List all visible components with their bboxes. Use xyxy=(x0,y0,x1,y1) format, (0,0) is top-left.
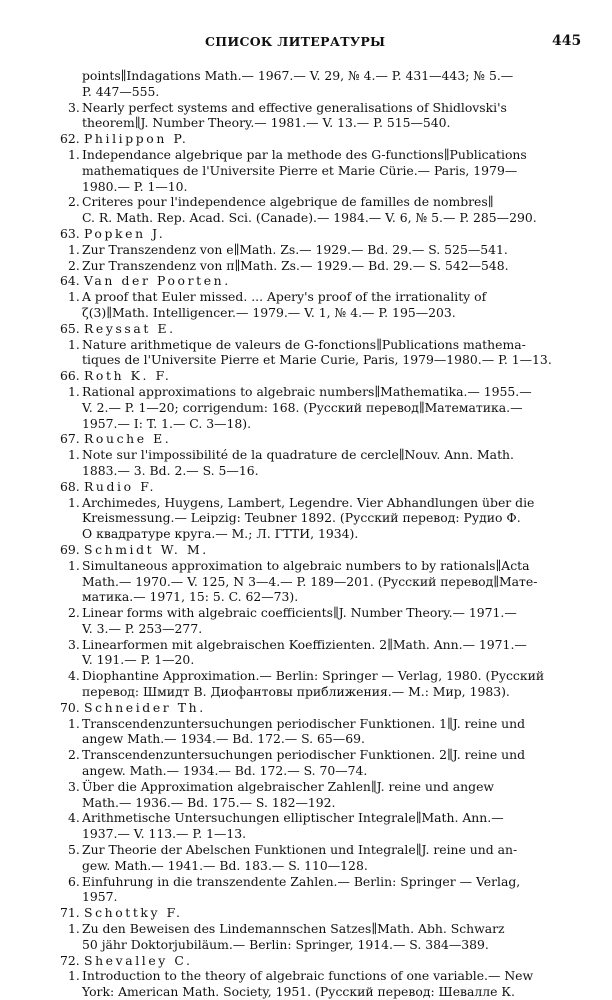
entry-number: 65. xyxy=(60,320,80,336)
entry-number: 66. xyxy=(60,368,80,384)
author-name: Schottky F. xyxy=(84,905,183,921)
entry-number: 70. xyxy=(60,699,80,715)
reference-item xyxy=(60,147,580,163)
reference-item xyxy=(60,194,580,210)
reference-text: Zur Transzendenz von π∥Math. Zs.— 1929.— Bd. 29.— S. 542—548. xyxy=(82,257,509,273)
entry-number: 71. xyxy=(60,905,80,921)
reference-number: 2. xyxy=(68,257,80,273)
reference-text: Zu den Beweisen des Lindemannschen Satzes∥Math. Abh. Schwarz xyxy=(82,921,505,937)
reference-item xyxy=(60,495,580,511)
reference-item xyxy=(60,747,580,763)
reference-text: Archimedes, Huygens, Lambert, Legendre. Vier Abhandlungen über die xyxy=(82,494,535,510)
reference-continuation: tiques de l'Universite Pierre et Marie Curie, Paris, 1979—1980.— P. 1—13. xyxy=(82,352,552,368)
reference-item xyxy=(60,447,580,463)
reference-continuation: Math.— 1970.— V. 125, N 3—4.— P. 189—201. (Русский перевод∥Мате- xyxy=(82,573,538,589)
reference-number: 4. xyxy=(68,668,80,684)
reference-item xyxy=(60,605,580,621)
reference-continuation: V. 3.— P. 253—277. xyxy=(82,620,203,636)
reference-continuation: Kreismessung.— Leipzig: Teubner 1892. (Русский перевод: Рудио Ф. xyxy=(82,510,521,526)
reference-continuation: перевод: Шмидт В. Диофантовы приближения.— М.: Мир, 1983). xyxy=(82,684,510,700)
reference-text: Rational approximations to algebraic numbers∥Mathematika.— 1955.— xyxy=(82,383,532,399)
author-name: Schmidt W. M. xyxy=(84,541,209,557)
reference-number: 1. xyxy=(68,715,80,731)
reference-text: Transcendenzuntersuchungen periodischer Funktionen. 2∥J. reine und xyxy=(82,747,526,763)
bibliography-entry-author xyxy=(60,321,580,337)
reference-item xyxy=(60,384,580,400)
bibliography-entry-author xyxy=(60,131,580,147)
author-name: Philippon P. xyxy=(84,131,189,147)
reference-text: Zur Transzendenz von e∥Math. Zs.— 1929.— Bd. 29.— S. 525—541. xyxy=(82,241,508,257)
entry-number: 62. xyxy=(60,131,80,147)
reference-continuation: ζ(3)∥Math. Intelligencer.— 1979.— V. 1, № 4.— P. 195—203. xyxy=(82,304,456,320)
reference-number: 1. xyxy=(68,383,80,399)
bibliography-entry-author xyxy=(60,905,580,921)
reference-number: 3. xyxy=(68,99,80,115)
reference-text: Criteres pour l'independence algebrique de familles de nombres∥ xyxy=(82,194,494,210)
reference-text: Arithmetische Untersuchungen elliptischer Integrale∥Math. Ann.— xyxy=(82,810,504,826)
reference-item xyxy=(60,337,580,353)
reference-item xyxy=(60,558,580,574)
author-name: Van der Poorten. xyxy=(84,273,231,289)
reference-number: 1. xyxy=(68,289,80,305)
reference-text: Introduction to the theory of algebraic functions of one variable.— New xyxy=(82,968,534,984)
bibliography-list xyxy=(60,68,580,1000)
reference-number: 5. xyxy=(68,842,80,858)
reference-number: 3. xyxy=(68,636,80,652)
reference-number: 1. xyxy=(68,921,80,937)
reference-continuation: V. 2.— P. 1—20; corrigendum: 168. (Русский перевод∥Математика.— xyxy=(82,399,523,415)
reference-item xyxy=(60,100,580,116)
reference-continuation: 50 jähr Doktorjubiläum.— Berlin: Springer, 1914.— S. 384—389. xyxy=(82,936,489,952)
reference-item xyxy=(60,668,580,684)
author-name: Schneider Th. xyxy=(84,699,206,715)
reference-text: Transcendenzuntersuchungen periodischer Funktionen. 1∥J. reine und xyxy=(82,715,526,731)
reference-item xyxy=(60,810,580,826)
reference-item xyxy=(60,716,580,732)
bibliography-entry-author xyxy=(60,542,580,558)
reference-continuation: P. 447—555. xyxy=(82,83,160,99)
bibliography-entry-author xyxy=(60,479,580,495)
reference-number: 1. xyxy=(68,447,80,463)
entry-number: 72. xyxy=(60,952,80,968)
bibliography-entry-author xyxy=(60,273,580,289)
reference-continuation: C. R. Math. Rep. Acad. Sci. (Canade).— 1984.— V. 6, № 5.— P. 285—290. xyxy=(82,210,537,226)
reference-item xyxy=(60,637,580,653)
author-name: Roth K. F. xyxy=(84,368,172,384)
reference-item xyxy=(60,842,580,858)
author-name: Popken J. xyxy=(84,225,166,241)
entry-number: 69. xyxy=(60,541,80,557)
reference-number: 2. xyxy=(68,194,80,210)
reference-number: 6. xyxy=(68,873,80,889)
reference-number: 1. xyxy=(68,146,80,162)
reference-text: Independance algebrique par la methode des G-functions∥Publications xyxy=(82,146,527,162)
reference-item xyxy=(60,921,580,937)
reference-number: 2. xyxy=(68,747,80,763)
reference-text: Linearformen mit algebraischen Koeffizienten. 2∥Math. Ann.— 1971.— xyxy=(82,636,527,652)
reference-number: 1. xyxy=(68,968,80,984)
reference-number: 1. xyxy=(68,241,80,257)
reference-continuation: York: American Math. Society, 1951. (Русский перевод: Шевалле К. xyxy=(82,984,515,1000)
page-number: 445 xyxy=(552,33,582,49)
author-name: Reyssat E. xyxy=(84,320,176,336)
bibliography-entry-author xyxy=(60,431,580,447)
reference-number: 2. xyxy=(68,605,80,621)
bibliography-entry-author xyxy=(60,700,580,716)
reference-text: Einfuhrung in die transzendente Zahlen.— Berlin: Springer — Verlag, xyxy=(82,873,521,889)
reference-continuation: angew Math.— 1934.— Bd. 172.— S. 65—69. xyxy=(82,731,365,747)
reference-text: Diophantine Approximation.— Berlin: Springer — Verlag, 1980. (Русский xyxy=(82,668,545,684)
reference-text: Simultaneous approximation to algebraic numbers to by rationals∥Acta xyxy=(82,557,530,573)
bibliography-entry-author xyxy=(60,953,580,969)
reference-item xyxy=(60,874,580,890)
reference-continuation: points∥Indagations Math.— 1967.— V. 29, № 4.— P. 431—443; № 5.— xyxy=(82,68,514,83)
reference-item xyxy=(60,968,580,984)
reference-continuation: gew. Math.— 1941.— Bd. 183.— S. 110—128. xyxy=(82,857,368,873)
reference-text: Linear forms with algebraic coefficients∥J. Number Theory.— 1971.— xyxy=(82,605,517,621)
reference-number: 1. xyxy=(68,494,80,510)
reference-continuation: 1957.— I: T. 1.— C. 3—18). xyxy=(82,415,252,431)
reference-text: Nearly perfect systems and effective generalisations of Shidlovski's xyxy=(82,99,507,115)
reference-text: Nature arithmetique de valeurs de G-fonctions∥Publications mathema- xyxy=(82,336,526,352)
reference-continuation: 1980.— P. 1—10. xyxy=(82,178,188,194)
entry-number: 67. xyxy=(60,431,80,447)
reference-text: Zur Theorie der Abelschen Funktionen und Integrale∥J. reine und an- xyxy=(82,842,518,858)
reference-number: 1. xyxy=(68,557,80,573)
reference-number: 1. xyxy=(68,336,80,352)
reference-text: A proof that Euler missed. ... Apery's proof of the irrationality of xyxy=(82,289,487,305)
reference-item xyxy=(60,242,580,258)
entry-number: 63. xyxy=(60,225,80,241)
reference-item xyxy=(60,258,580,274)
reference-continuation: О квадратуре круга.— М.; Л. ГТТИ, 1934). xyxy=(82,526,359,542)
reference-continuation: V. 191.— P. 1—20. xyxy=(82,652,195,668)
reference-number: 4. xyxy=(68,810,80,826)
reference-text: Note sur l'impossibilité de la quadrature de cercle∥Nouv. Ann. Math. xyxy=(82,447,514,463)
reference-continuation: Math.— 1936.— Bd. 175.— S. 182—192. xyxy=(82,794,336,810)
reference-continuation: theorem∥J. Number Theory.— 1981.— V. 13.— P. 515—540. xyxy=(82,115,451,131)
bibliography-entry-author xyxy=(60,368,580,384)
reference-continuation: mathematiques de l'Universite Pierre et Marie Cürie.— Paris, 1979— xyxy=(82,162,518,178)
running-head: СПИСОК ЛИТЕРАТУРЫ xyxy=(205,34,386,49)
reference-continuation: матика.— 1971, 15: 5. C. 62—73). xyxy=(82,589,299,605)
author-name: Rudio F. xyxy=(84,478,157,494)
author-name: Rouche E. xyxy=(84,431,172,447)
entry-number: 68. xyxy=(60,478,80,494)
bibliography-entry-author xyxy=(60,226,580,242)
entry-number: 64. xyxy=(60,273,80,289)
author-name: Shevalley C. xyxy=(84,952,193,968)
reference-item xyxy=(60,289,580,305)
reference-continuation: angew. Math.— 1934.— Bd. 172.— S. 70—74. xyxy=(82,763,368,779)
reference-continuation: 1957. xyxy=(82,889,118,905)
reference-continuation: 1883.— 3. Bd. 2.— S. 5—16. xyxy=(82,462,259,478)
reference-item xyxy=(60,779,580,795)
reference-number: 3. xyxy=(68,778,80,794)
reference-continuation: 1937.— V. 113.— P. 1—13. xyxy=(82,826,247,842)
reference-text: Über die Approximation algebraischer Zahlen∥J. reine und angew xyxy=(82,778,495,794)
